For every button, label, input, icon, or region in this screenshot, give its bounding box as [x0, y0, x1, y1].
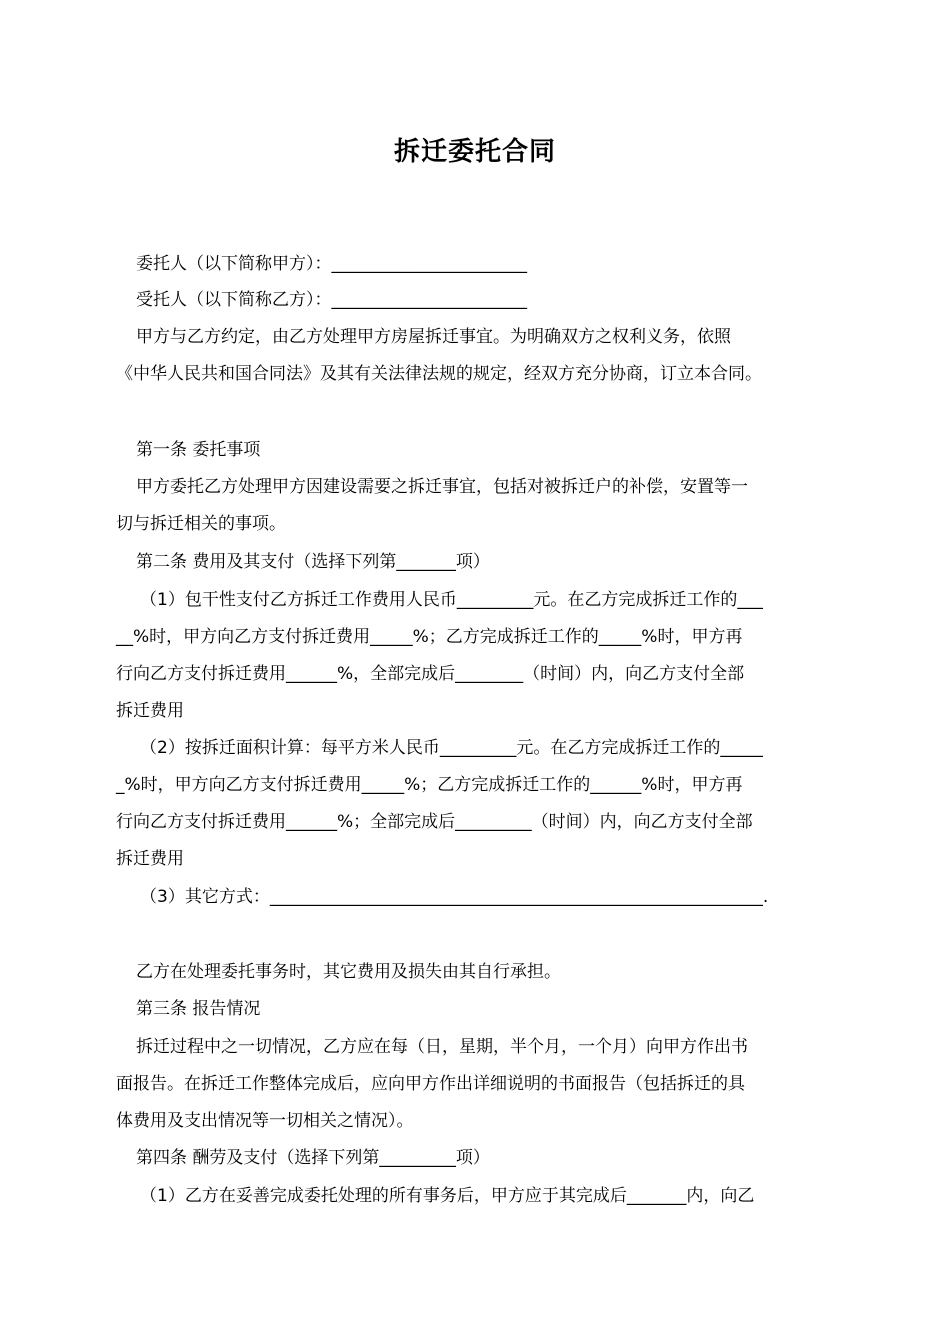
- article-2-item-2-line-3: 行向乙方支付拆迁费用______%；全部完成后_________（时间）内，向乙方支付全部: [116, 812, 753, 832]
- article-3-text-1: 拆迁过程中之一切情况，乙方应在每（日，星期，半个月，一个月）向甲方作出书: [136, 1037, 748, 1057]
- article-2-item-1-line-1: （1）包干性支付乙方拆迁工作费用人民币_________元。在乙方完成拆迁工作的___: [140, 590, 763, 610]
- article-1-text-2: 切与拆迁相关的事项。: [116, 514, 286, 534]
- article-2-heading: 第二条 费用及其支付（选择下列第_______项）: [136, 552, 490, 572]
- document-title: 拆迁委托合同: [393, 137, 556, 167]
- article-3-text-3: 体费用及支出情况等一切相关之情况）。: [116, 1111, 414, 1131]
- article-4-heading: 第四条 酬劳及支付（选择下列第_________项）: [136, 1148, 490, 1168]
- article-2-item-2-line-1: （2）按拆迁面积计算：每平方米人民币_________元。在乙方完成拆迁工作的_____: [140, 738, 763, 758]
- article-4-item-1: （1）乙方在妥善完成委托处理的所有事务后，甲方应于其完成后_______内，向乙: [140, 1186, 755, 1206]
- preamble-line-2: 《中华人民共和国合同法》及其有关法律法规的规定，经双方充分协商，订立本合同。: [116, 364, 762, 384]
- article-2-item-2-line-2: _%时，甲方向乙方支付拆迁费用_____%；乙方完成拆迁工作的______%时，甲方再: [116, 775, 743, 795]
- article-2-item-1-line-2: __%时，甲方向乙方支付拆迁费用_____%；乙方完成拆迁工作的_____%时，甲方再: [116, 627, 743, 647]
- article-2-item-1-line-3: 行向乙方支付拆迁费用______%，全部完成后________（时间）内，向乙方支付全部: [116, 664, 745, 684]
- article-3-heading: 第三条 报告情况: [136, 999, 261, 1019]
- article-2-item-2-line-4: 拆迁费用: [116, 849, 184, 869]
- article-2-item-1-line-4: 拆迁费用: [116, 701, 184, 721]
- principal-line: 委托人（以下简称甲方）：_______________________: [136, 254, 527, 274]
- preamble-line-1: 甲方与乙方约定，由乙方处理甲方房屋拆迁事宜。为明确双方之权利义务，依照: [136, 327, 731, 347]
- article-1-heading: 第一条 委托事项: [136, 440, 261, 460]
- article-2-item-3: （3）其它方式：__________________________________________________________.: [140, 887, 769, 907]
- article-1-text-1: 甲方委托乙方处理甲方因建设需要之拆迁事宜，包括对被拆迁户的补偿，安置等一: [136, 477, 748, 497]
- expense-note: 乙方在处理委托事务时，其它费用及损失由其自行承担。: [136, 962, 561, 982]
- agent-line: 受托人（以下简称乙方）：_______________________: [136, 290, 527, 310]
- article-3-text-2: 面报告。在拆迁工作整体完成后，应向甲方作出详细说明的书面报告（包括拆迁的具: [116, 1074, 745, 1094]
